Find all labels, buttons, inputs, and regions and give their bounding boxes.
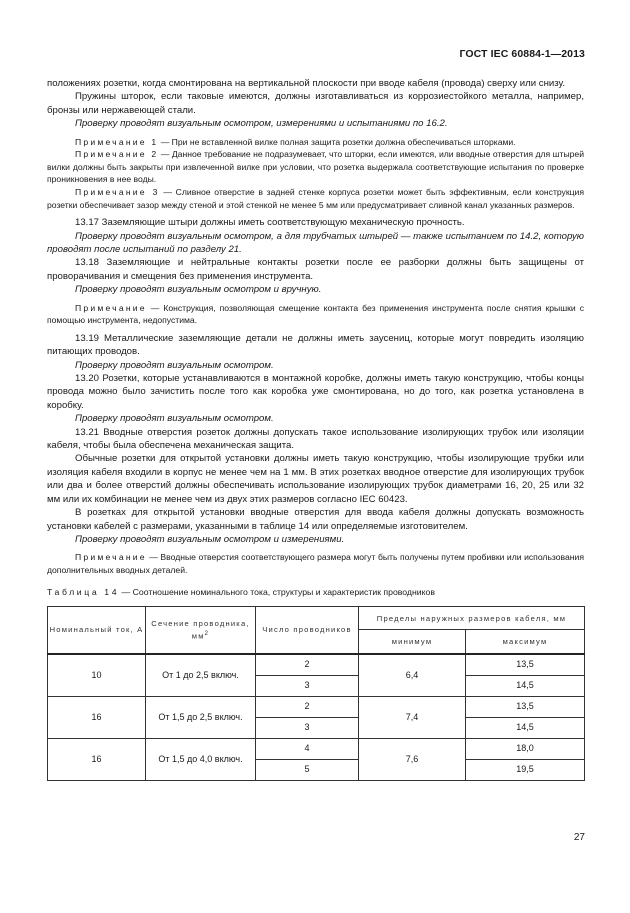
paragraph: положениях розетки, когда смонтирована на вертикальной плоскости при вводе кабеля (провода) сверху или снизу.	[47, 78, 566, 89]
check-paragraph: Проверку проводят визуальным осмотром и измерениями.	[75, 533, 345, 545]
clause-13-17: 13.17 Заземляющие штыри должны иметь соответствующую механическую прочность.	[75, 217, 465, 229]
note-label: Примечание 2	[75, 149, 159, 160]
header-current: Номинальный ток, А	[48, 606, 146, 654]
note-5	[47, 551, 584, 576]
note-label: Примечание	[75, 552, 147, 563]
paragraph: Пружины шторок, если таковые имеются, должны изготавливаться из коррозиестойкого металла, например, бронзы или нержавеющей стали.	[47, 91, 584, 116]
cell-min: 7,6	[359, 738, 466, 780]
check-paragraph: Проверку проводят визуальным осмотром, измерениями и испытаниями по 16.2.	[75, 118, 448, 130]
note-text: — Вводные отверстия соответствующего размера могут быть получены путем пробивки или использования дополнительных вводных деталей.	[47, 552, 584, 575]
clause-13-21: 13.21 Вводные отверстия розеток должны допускать такое использование изолирующих трубок или изоляции кабеля, чтобы была обеспечена механическая защита.	[47, 426, 584, 452]
cell-count: 3	[256, 717, 359, 738]
check-paragraph: Проверку проводят визуальным осмотром и вручную.	[75, 284, 322, 296]
header-section	[146, 606, 256, 654]
table-14	[47, 606, 585, 781]
header-section-text: Сечение проводника, мм	[151, 619, 250, 641]
cell-section: От 1,5 до 4,0 включ.	[146, 738, 256, 780]
header-min: минимум	[359, 630, 466, 654]
note-text: — Конструкция, позволяющая смещение контакта без применения инструмента после снятия крышки с помощью инструмента, недопустима.	[47, 302, 584, 326]
table-row	[48, 696, 585, 717]
header-section-sup: 2	[204, 631, 210, 638]
page-content	[47, 77, 584, 781]
note-label: Примечание	[75, 302, 147, 313]
note-label: Примечание 1	[75, 136, 159, 147]
cell-count: 2	[256, 696, 359, 717]
check-paragraph: Проверку проводят визуальным осмотром, а для трубчатых штырей — также испытанием по 14.2, которую проводят после испытаний по разделу 21.	[47, 230, 584, 255]
cell-max: 14,5	[466, 675, 585, 696]
table-caption-text: — Соотношение номинального тока, структуры и характеристик проводников	[119, 586, 435, 597]
clause-13-20: 13.20 Розетки, которые устанавливаются в монтажной коробке, должны иметь такую конструкцию, чтобы концы провода можно было зачистить после того как коробка уже смонтирована, но до того, как розетка установлена в коробку.	[47, 373, 584, 411]
cell-current: 16	[48, 696, 146, 738]
header-limits: Пределы наружных размеров кабеля, мм	[359, 606, 585, 629]
page-number: 27	[573, 832, 585, 843]
cell-current: 16	[48, 738, 146, 780]
paragraph: Обычные розетки для открытой установки должны иметь такую конструкцию, чтобы изолирующие трубки или изоляция кабеля входили в корпус не менее чем на 1 мм. В этих розетках вводное отверстие для изолирующих трубок или два и более отверстий должны обеспечивать использование изолирующих трубок диаметрами 16, 20, 25 или 32 мм или их комбинации не менее чем из двух этих размеров согласно IEC 60423.	[47, 453, 584, 505]
cell-count: 5	[256, 759, 359, 780]
check-paragraph: Проверку проводят визуальным осмотром.	[75, 413, 274, 425]
table-caption	[47, 586, 584, 599]
cell-section: От 1,5 до 2,5 включ.	[146, 696, 256, 738]
table-row	[48, 738, 585, 759]
clause-13-18: 13.18 Заземляющие и нейтральные контакты розетки после ее разборки должны быть защищены от проворачивания и смещения без применения инструмента.	[47, 257, 584, 282]
cell-count: 4	[256, 738, 359, 759]
note-text: — Данное требование не подразумевает, что шторки, если имеются, или вводные отверстия для штырей вилки должны быть закрыты при извлеченной вилке при условии, что розетка выдержала соответствующие испытания по проверке проникновения в нее воды.	[47, 149, 584, 185]
document-header: ГОСТ IEC 60884-1—2013	[459, 48, 585, 60]
clause-13-19: 13.19 Металлические заземляющие детали не должны иметь заусениц, которые могут повредить изоляцию питающих проводов.	[47, 332, 584, 358]
note-2	[47, 148, 584, 186]
cell-count: 3	[256, 675, 359, 696]
cell-count: 2	[256, 654, 359, 676]
table-caption-label: Таблица 14	[47, 586, 120, 597]
cell-max: 13,5	[466, 696, 585, 717]
cell-min: 6,4	[359, 654, 466, 697]
note-label: Примечание 3	[75, 187, 160, 197]
cell-max: 13,5	[466, 654, 585, 676]
cell-max: 19,5	[466, 759, 585, 780]
cell-current: 10	[48, 654, 146, 697]
check-paragraph: Проверку проводят визуальным осмотром.	[75, 359, 274, 371]
note-4	[47, 302, 584, 327]
cell-min: 7,4	[359, 696, 466, 738]
paragraph: В розетках для открытой установки вводные отверстия для ввода кабеля должны допускать возможность установки кабелей с размерами, указанными в таблице 14 или определяемые изготовителем.	[47, 507, 584, 532]
note-1	[47, 136, 584, 149]
cell-max: 18,0	[466, 738, 585, 759]
header-max: максимум	[466, 630, 585, 654]
note-3	[47, 186, 584, 211]
table-row	[48, 654, 585, 676]
note-text: — При не вставленной вилке полная защита розетки должна обеспечиваться шторками.	[158, 136, 516, 147]
note-text: — Сливное отверстие в задней стенке корпуса розетки может быть эффективным, если конструкция розетки обеспечивает зазор между стеной и этой стенкой не менее 5 мм или предусматривает сливной канал указанных размеров.	[47, 187, 584, 210]
cell-max: 14,5	[466, 717, 585, 738]
header-count: Число проводников	[256, 606, 359, 654]
cell-section: От 1 до 2,5 включ.	[146, 654, 256, 697]
